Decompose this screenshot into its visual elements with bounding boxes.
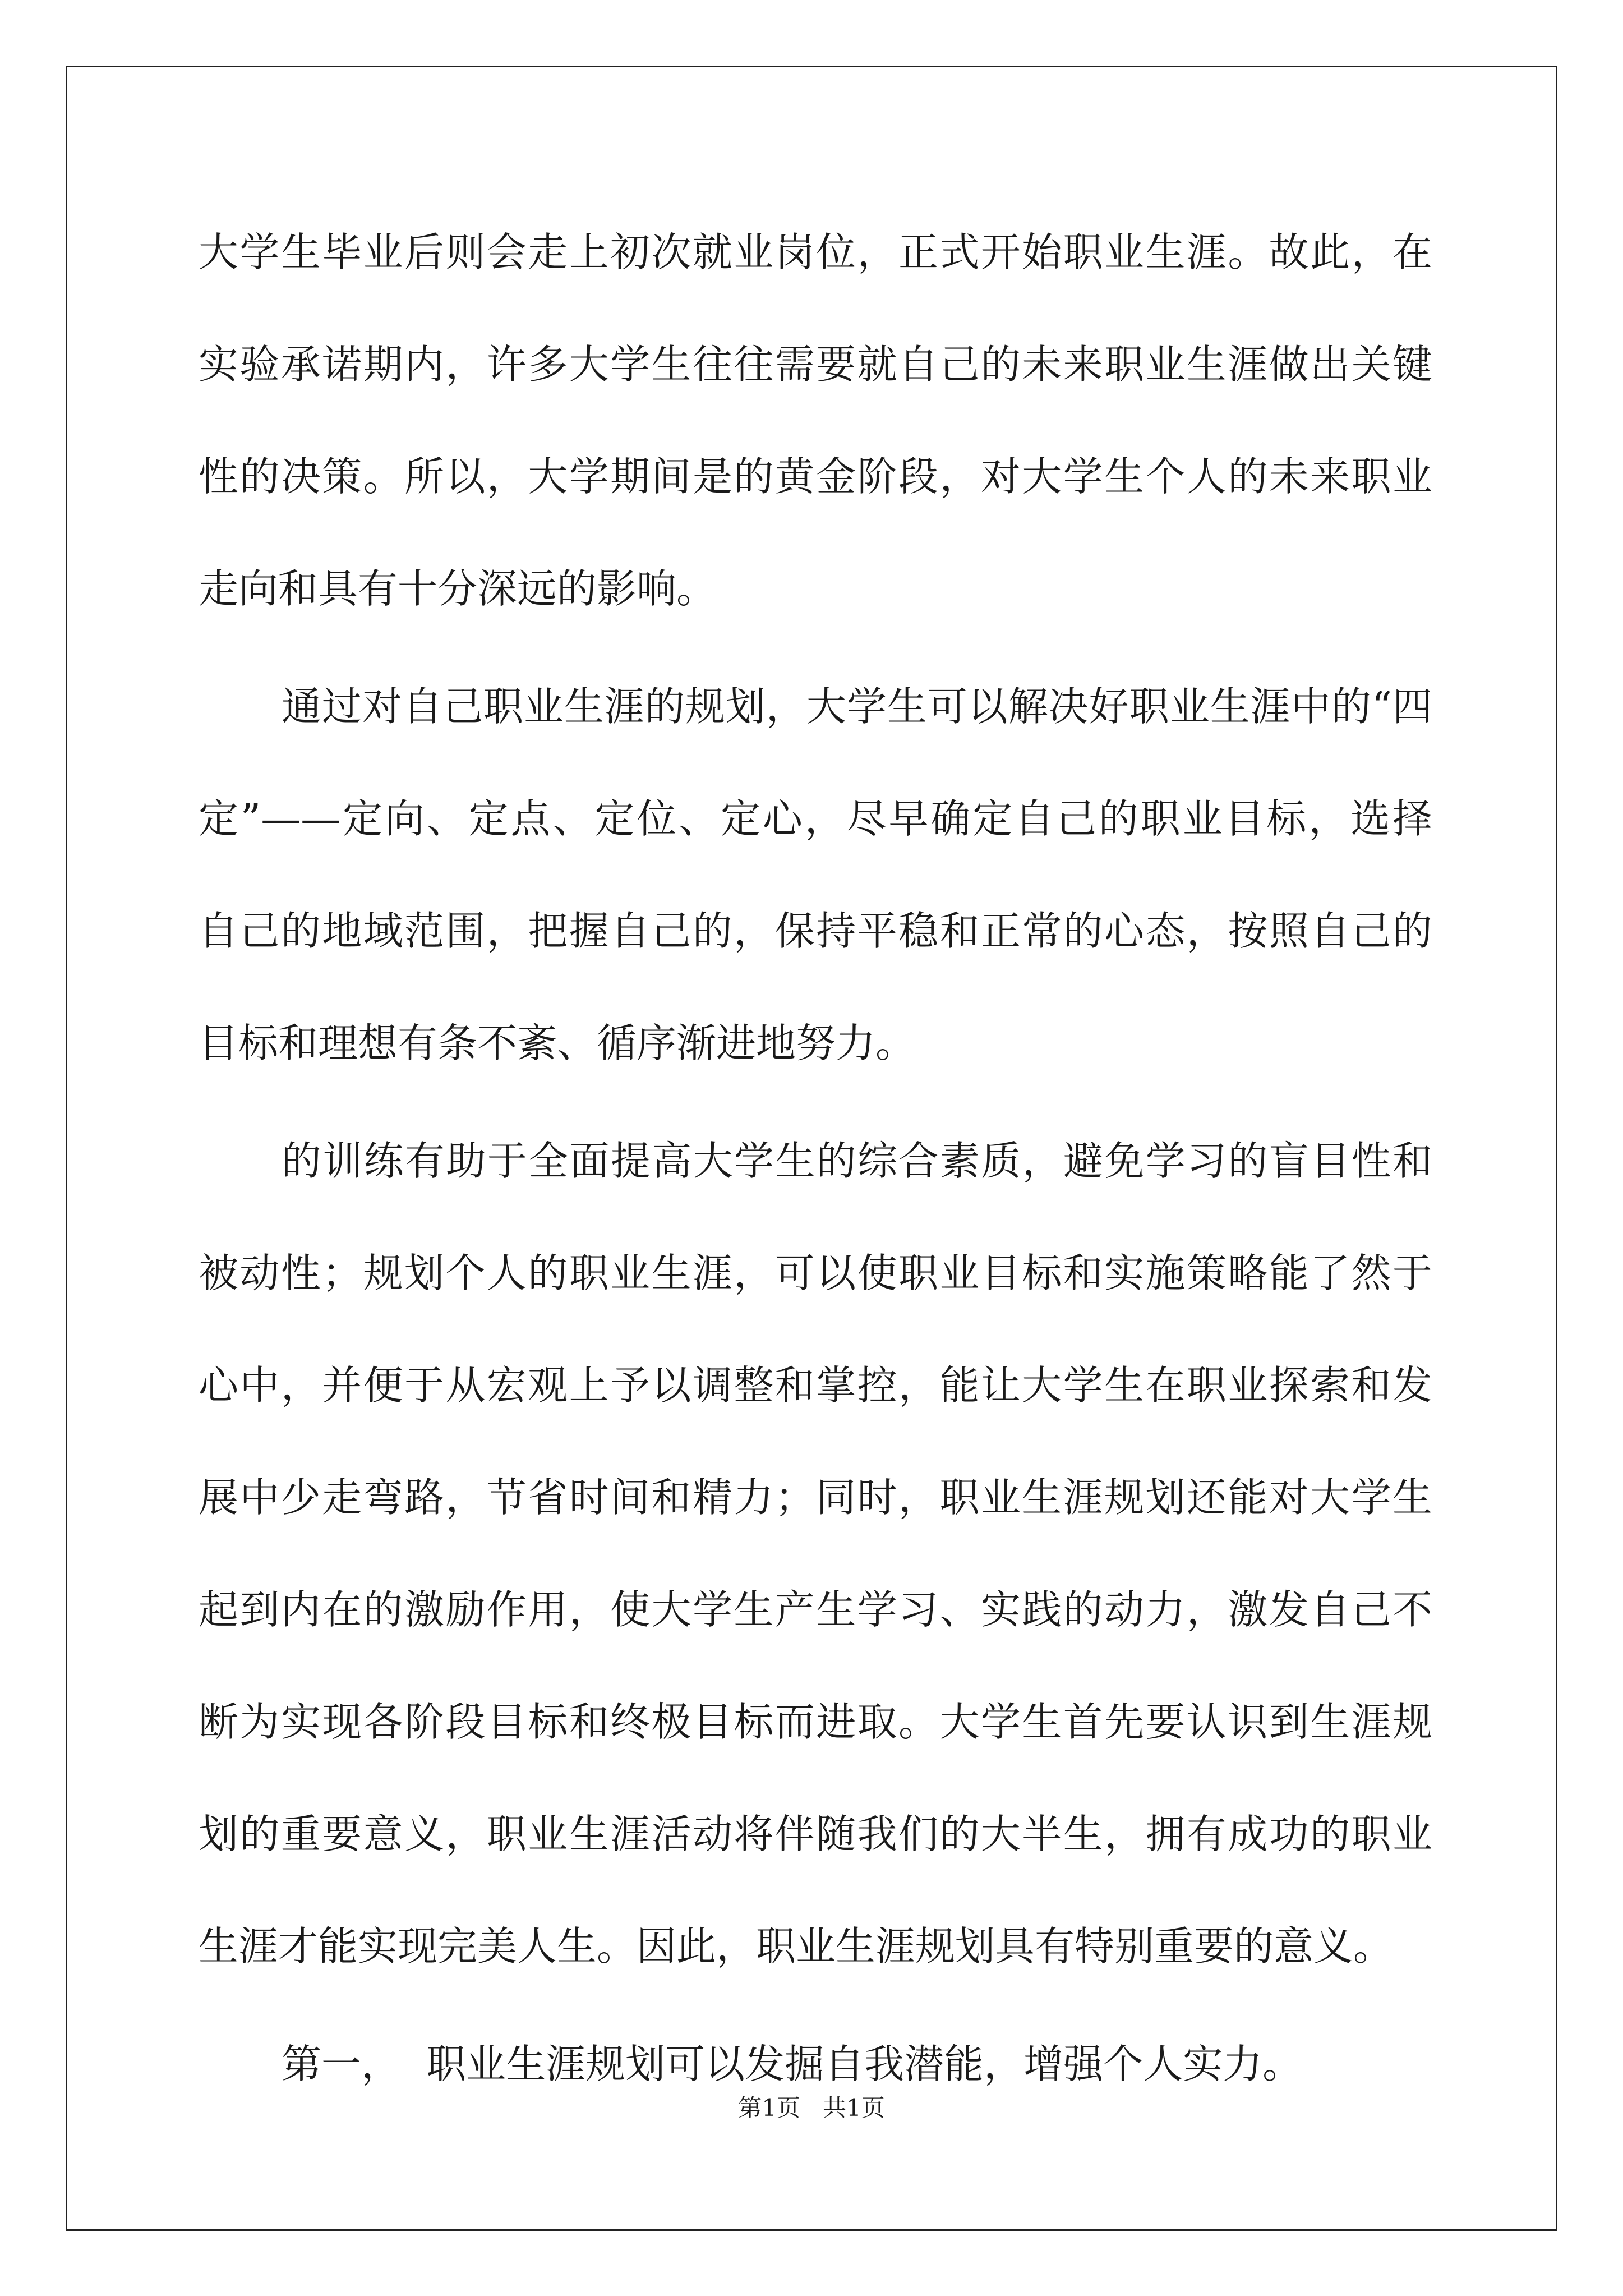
- paragraph-line: 大学生毕业后则会走上初次就业岗位，正式开始职业生涯。故此，在: [199, 229, 1432, 275]
- paragraph-line: 自己的地域范围，把握自己的，保持平稳和正常的心态，按照自己的: [199, 908, 1432, 954]
- paragraph-line: 起到内在的激励作用，使大学生产生学习、实践的动力，激发自己不: [199, 1586, 1432, 1633]
- paragraph-line: 生涯才能实现完美人生。因此，职业生涯规划具有特别重要的意义。: [199, 1923, 1394, 1970]
- paragraph-line: 定”——定向、定点、定位、定心，尽早确定自己的职业目标，选择: [199, 795, 1432, 842]
- paragraph-line: 通过对自己职业生涯的规划，大学生可以解决好职业生涯中的“四: [282, 683, 1432, 730]
- page-footer: 第1页 共1页: [738, 2094, 885, 2122]
- paragraph-line: 划的重要意义，职业生涯活动将伴随我们的大半生，拥有成功的职业: [199, 1811, 1432, 1857]
- paragraph-line: 展中少走弯路，节省时间和精力；同时，职业生涯规划还能对大学生: [199, 1474, 1432, 1521]
- paragraph-line: 心中，并便于从宏观上予以调整和掌控，能让大学生在职业探索和发: [199, 1362, 1432, 1409]
- paragraph-line: 断为实现各阶段目标和终极目标而进取。大学生首先要认识到生涯规: [199, 1699, 1432, 1745]
- paragraph-line: 走向和具有十分深远的影响。: [199, 565, 717, 612]
- paragraph-line: 性的决策。所以，大学期间是的黄金阶段，对大学生个人的未来职业: [199, 453, 1432, 500]
- paragraph-line: 目标和理想有条不紊、循序渐进地努力。: [199, 1020, 916, 1066]
- paragraph-line: 实验承诺期内，许多大学生往往需要就自己的未来职业生涯做出关键: [199, 341, 1432, 388]
- document-body: [199, 213, 1432, 2137]
- paragraph-line: 的训练有助于全面提高大学生的综合素质，避免学习的盲目性和: [282, 1138, 1432, 1184]
- paragraph-line: 被动性；规划个人的职业生涯，可以使职业目标和实施策略能了然于: [199, 1250, 1432, 1296]
- paragraph-line: 第一， 职业生涯规划可以发掘自我潜能，增强个人实力。: [282, 2041, 1303, 2087]
